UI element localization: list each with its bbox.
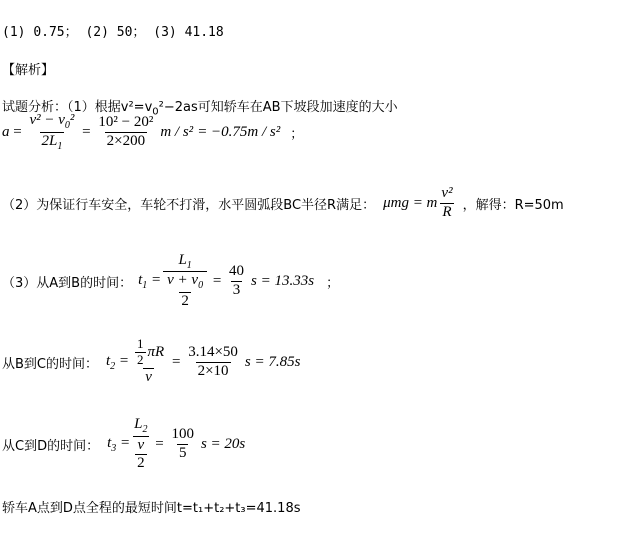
t1-symbolic-fraction: $L_1$ $v + v_0$ 2	[163, 252, 207, 310]
part2-line	[2, 185, 564, 221]
part2-text: （2）为保证行车安全，车轮不打滑，水平圆弧段BC半径R满足：	[2, 197, 376, 213]
part1-suffix: 可知轿车在AB下坡段加速度的大小	[197, 100, 398, 115]
part2-solve: ，解得：R=50m	[462, 197, 564, 213]
t1-result: s = 13.33s	[251, 272, 315, 289]
eq1-result: = −0.75m / s²	[197, 123, 281, 140]
friction-equation: μmg = m	[383, 194, 438, 211]
t1-denominator: 3	[232, 281, 241, 298]
t1-line	[2, 251, 339, 311]
t3-numeric-fraction	[169, 426, 196, 462]
cd-text: 从C到D的时间：	[2, 438, 100, 454]
final-answer-line: 轿车A点到D点全程的最短时间t=t₁+t₂+t₃=41.18s	[2, 501, 301, 516]
t3-symbol: $t_3$ =	[107, 434, 131, 454]
t2-numeric-fraction	[186, 344, 240, 380]
eq1-symbolic-fraction: $\frac{v^2 - v_0^2}{2L_1}$	[29, 112, 75, 152]
t1-numeric-fraction	[227, 263, 246, 299]
t1-end: ；	[326, 275, 340, 291]
answer-part2-value: 50；	[116, 25, 146, 40]
t2-numerator: 3.14×50	[188, 344, 238, 361]
eq1-numeric-fraction	[96, 114, 155, 150]
t3-line	[2, 414, 245, 474]
eq1-lhs: a	[2, 123, 10, 140]
t1-numerator: 40	[229, 263, 245, 280]
eq1-equals-2: =	[78, 123, 95, 140]
answer-part3-label: (3)	[153, 25, 177, 40]
t3-symbolic-fraction: $L_2$ v 2	[134, 416, 148, 471]
t3-denominator: 5	[178, 444, 187, 461]
answer-line	[2, 21, 224, 40]
eq1-numerator: 10² − 20²	[98, 114, 154, 131]
t3-result: s = 20s	[200, 435, 246, 452]
part3-text: （3）从A到B的时间：	[2, 275, 133, 291]
t3-numerator: 100	[171, 426, 194, 443]
bc-text: 从B到C的时间：	[2, 356, 98, 372]
t1-equals: =	[209, 272, 226, 289]
answer-part1-label: (1)	[2, 25, 26, 40]
t2-equals: =	[168, 353, 185, 370]
answer-part3-value: 41.18	[184, 25, 224, 40]
t2-result: s = 7.85s	[244, 353, 301, 370]
kinematic-formula: $v^2=v_0^2-2as$	[120, 100, 198, 118]
part1-prefix: 试题分析：（1）根据	[2, 100, 121, 115]
t2-denominator: 2×10	[197, 362, 229, 379]
t2-line	[2, 334, 300, 390]
answer-part2-label: (2)	[85, 25, 109, 40]
centripetal-fraction: $\frac{\text{v²}}{R}$	[441, 185, 453, 220]
t2-symbolic-fraction: $\frac{1}{2}$ πR v	[137, 336, 165, 386]
analysis-heading: 【解析】	[2, 63, 55, 78]
eq1-denominator: 2×200	[106, 132, 146, 149]
eq1-equals: =	[9, 123, 26, 140]
acceleration-equation	[2, 112, 303, 152]
t3-equals: =	[151, 435, 168, 452]
t1-symbol: $t_1$ =	[138, 271, 162, 291]
eq1-unit: m / s²	[160, 123, 194, 140]
answer-part1-value: 0.75；	[33, 25, 78, 40]
eq1-end: ；	[290, 126, 304, 142]
t2-symbol: $t_2$ =	[106, 352, 130, 372]
